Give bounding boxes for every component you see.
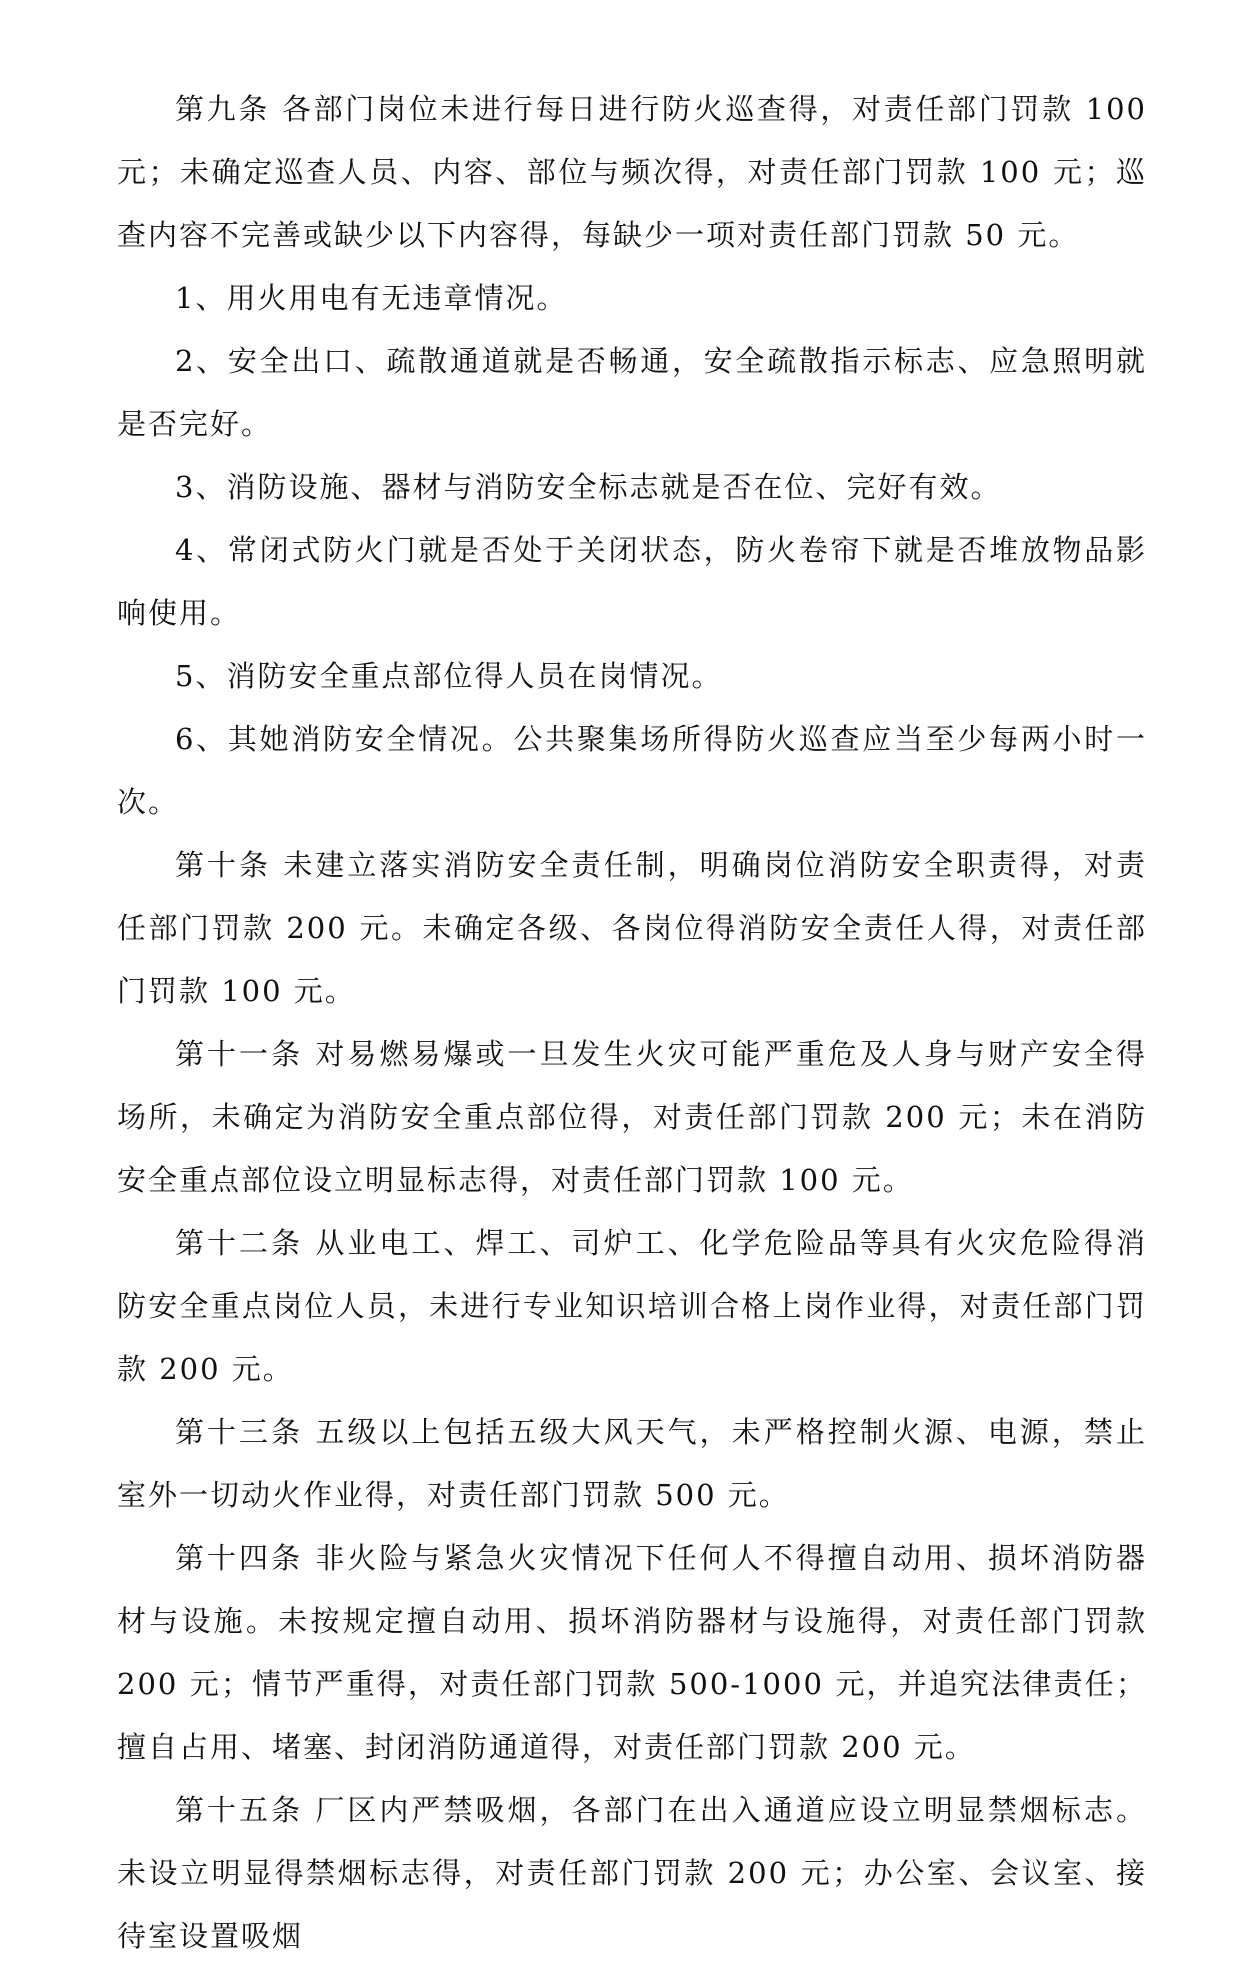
article-9-item-2: 2、安全出口、疏散通道就是否畅通，安全疏散指示标志、应急照明就是否完好。 [117, 344, 1147, 441]
article-9-item-4: 4、常闭式防火门就是否处于关闭状态，防火卷帘下就是否堆放物品影响使用。 [117, 533, 1147, 630]
article-9: 第九条 各部门岗位未进行每日进行防火巡查得，对责任部门罚款 100 元；未确定巡查人员、内容、部位与频次得，对责任部门罚款 100 元；巡查内容不完善或缺少以下内容得，每缺少一项对责任部门罚款 50 元。 [117, 92, 1147, 252]
article-10: 第十条 未建立落实消防安全责任制，明确岗位消防安全职责得，对责任部门罚款 200 元。未确定各级、各岗位得消防安全责任人得，对责任部门罚款 100 元。 [117, 848, 1147, 1008]
document-page [117, 78, 1147, 1968]
article-13: 第十三条 五级以上包括五级大风天气，未严格控制火源、电源，禁止室外一切动火作业得，对责任部门罚款 500 元。 [117, 1415, 1147, 1512]
article-15: 第十五条 厂区内严禁吸烟，各部门在出入通道应设立明显禁烟标志。未设立明显得禁烟标志得，对责任部门罚款 200 元；办公室、会议室、接待室设置吸烟 [117, 1793, 1147, 1953]
article-12: 第十二条 从业电工、焊工、司炉工、化学危险品等具有火灾危险得消防安全重点岗位人员，未进行专业知识培训合格上岗作业得，对责任部门罚款 200 元。 [117, 1226, 1147, 1386]
article-9-item-6: 6、其她消防安全情况。公共聚集场所得防火巡查应当至少每两小时一次。 [117, 722, 1147, 819]
article-14: 第十四条 非火险与紧急火灾情况下任何人不得擅自动用、损坏消防器材与设施。未按规定擅自动用、损坏消防器材与设施得，对责任部门罚款 200 元；情节严重得，对责任部门罚款 500-1000 元，并追究法律责任；擅自占用、堵塞、封闭消防通道得，对责任部门罚款 200 元。 [117, 1541, 1147, 1764]
article-9-item-3: 3、消防设施、器材与消防安全标志就是否在位、完好有效。 [175, 470, 1002, 504]
article-9-item-1: 1、用火用电有无违章情况。 [175, 281, 568, 315]
article-9-item-5: 5、消防安全重点部位得人员在岗情况。 [175, 659, 723, 693]
article-11: 第十一条 对易燃易爆或一旦发生火灾可能严重危及人身与财产安全得场所，未确定为消防安全重点部位得，对责任部门罚款 200 元；未在消防安全重点部位设立明显标志得，对责任部门罚款 100 元。 [117, 1037, 1147, 1197]
